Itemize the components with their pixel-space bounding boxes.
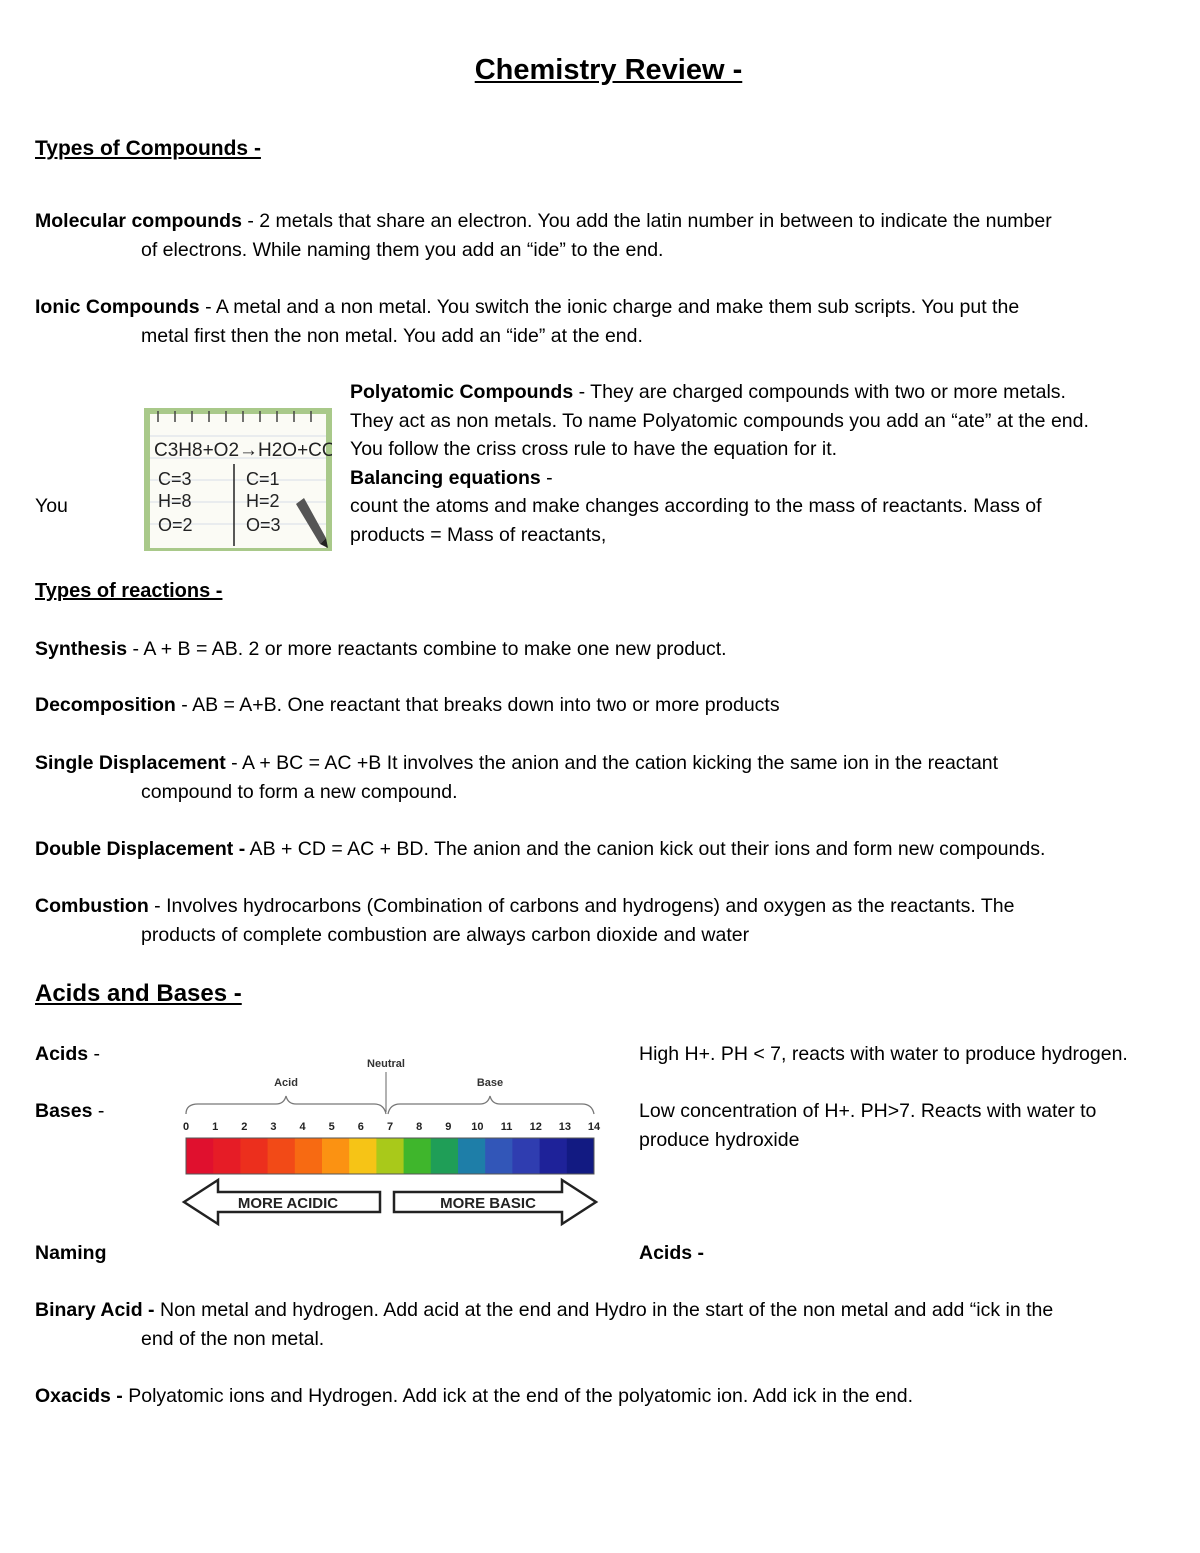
molecular-line1: - 2 metals that share an electron. You add the latin number in between to indicate the number bbox=[241, 210, 1052, 232]
molecular-line2: of electrons. While naming them you add an “ide” to the end. bbox=[141, 238, 664, 261]
bases-line2: produce hydroxide bbox=[639, 1128, 800, 1151]
ph-color-cell bbox=[458, 1138, 486, 1174]
ph-number-3: 3 bbox=[270, 1121, 277, 1133]
section-heading-acids-and-bases: Acids and Bases - bbox=[35, 980, 242, 1007]
ph-acid-brace bbox=[186, 1096, 386, 1114]
more-acidic-arrow bbox=[184, 1180, 380, 1224]
ph-scale-svg bbox=[178, 1050, 602, 1230]
ph-color-cell bbox=[186, 1138, 214, 1174]
ph-color-bar bbox=[186, 1138, 595, 1174]
more-basic-arrow bbox=[394, 1180, 596, 1224]
double-text: AB + CD = AC + BD. The anion and the canion kick out their ions and form new compounds. bbox=[245, 838, 1046, 860]
ph-number-14: 14 bbox=[587, 1121, 601, 1133]
acids-description: High H+. PH < 7, reacts with water to produce hydrogen. bbox=[639, 1043, 1128, 1065]
ph-color-cell bbox=[240, 1138, 268, 1174]
single-line2: compound to form a new compound. bbox=[141, 780, 458, 803]
binary-acid-paragraph bbox=[35, 1296, 1175, 1353]
section-heading-types-of-reactions: Types of reactions - bbox=[35, 580, 223, 602]
ph-number-5: 5 bbox=[328, 1121, 335, 1133]
notebook-equation: C3H8+O2→H2O+CO2 bbox=[154, 440, 332, 461]
polyatomic-line1: - They are charged compounds with two or more metals. bbox=[573, 381, 1066, 403]
ph-acid-label: Acid bbox=[274, 1077, 298, 1089]
more-acidic-label: MORE ACIDIC bbox=[237, 1195, 339, 1212]
ph-numbers bbox=[183, 1121, 601, 1133]
ph-number-7: 7 bbox=[386, 1121, 394, 1133]
notebook-left-c: C=3 bbox=[158, 469, 192, 489]
bases-dash: - bbox=[92, 1100, 105, 1122]
balancing-line2: products = Mass of reactants, bbox=[350, 523, 607, 546]
ph-color-cell bbox=[213, 1138, 241, 1174]
molecular-compounds-paragraph bbox=[35, 207, 1175, 264]
notebook-right-o: O=3 bbox=[246, 515, 281, 535]
notebook-svg bbox=[144, 408, 332, 551]
naming-label bbox=[35, 1239, 107, 1268]
ph-color-cell bbox=[567, 1138, 595, 1174]
ph-number-4: 4 bbox=[299, 1121, 306, 1133]
ph-color-cell bbox=[349, 1138, 377, 1174]
ph-number-1: 1 bbox=[212, 1121, 219, 1133]
binary-line2: end of the non metal. bbox=[141, 1327, 325, 1350]
synthesis-paragraph bbox=[35, 635, 1175, 664]
ionic-line1: - A metal and a non metal. You switch the ionic charge and make them sub scripts. You put the bbox=[199, 296, 1020, 318]
combustion-line2: products of complete combustion are always carbon dioxide and water bbox=[141, 923, 750, 946]
oxacids-text: Polyatomic ions and Hydrogen. Add ick at the end of the polyatomic ion. Add ick in the end. bbox=[122, 1385, 914, 1407]
balancing-suffix: - bbox=[540, 466, 553, 489]
polyatomic-line2: They act as non metals. To name Polyatomic compounds you add an “ate” at the end. bbox=[350, 409, 1089, 432]
term-single-displacement: Single Displacement bbox=[35, 752, 226, 774]
ph-color-cell bbox=[512, 1138, 540, 1174]
bases-label bbox=[35, 1097, 104, 1126]
term-oxacids: Oxacids - bbox=[35, 1385, 123, 1407]
combustion-paragraph bbox=[35, 892, 1175, 949]
acids-label bbox=[35, 1040, 100, 1069]
ph-number-12: 12 bbox=[529, 1121, 542, 1133]
ph-base-brace bbox=[388, 1096, 594, 1114]
term-decomposition: Decomposition bbox=[35, 694, 176, 716]
notebook-left-h: H=8 bbox=[158, 491, 192, 511]
notebook-left-o: O=2 bbox=[158, 515, 193, 535]
term-molecular: Molecular compounds bbox=[35, 210, 242, 232]
ph-color-cell bbox=[295, 1138, 323, 1174]
synthesis-text: - A + B = AB. 2 or more reactants combine to make one new product. bbox=[127, 638, 727, 660]
ph-number-11: 11 bbox=[500, 1121, 513, 1133]
term-combustion: Combustion bbox=[35, 895, 149, 917]
page-title: Chemistry Review - bbox=[474, 54, 743, 86]
single-line1: - A + BC = AC +B It involves the anion and the cation kicking the same ion in the reactant bbox=[225, 752, 999, 774]
ph-number-6: 6 bbox=[357, 1121, 364, 1133]
single-displacement-paragraph bbox=[35, 749, 1175, 806]
ph-color-cell bbox=[268, 1138, 296, 1174]
notebook-right-c: C=1 bbox=[246, 469, 280, 489]
bases-term: Bases bbox=[35, 1100, 93, 1122]
term-polyatomic: Polyatomic Compounds bbox=[350, 381, 574, 403]
ph-number-13: 13 bbox=[558, 1121, 571, 1133]
naming-acids-term: Acids - bbox=[639, 1242, 705, 1264]
balancing-line1: count the atoms and make changes according to the mass of reactants. Mass of bbox=[350, 495, 1042, 517]
ph-color-cell bbox=[404, 1138, 432, 1174]
double-displacement-paragraph bbox=[35, 835, 1175, 864]
notebook-right-h: H=2 bbox=[246, 491, 280, 511]
ph-number-9: 9 bbox=[445, 1121, 452, 1133]
acids-term: Acids bbox=[35, 1043, 89, 1065]
more-basic-label: MORE BASIC bbox=[440, 1195, 536, 1212]
ph-color-cell bbox=[540, 1138, 568, 1174]
ph-number-8: 8 bbox=[416, 1121, 423, 1133]
binary-line1: Non metal and hydrogen. Add acid at the end and Hydro in the start of the non metal and add “ick in the bbox=[154, 1299, 1054, 1321]
term-double-displacement: Double Displacement - bbox=[35, 838, 246, 860]
ph-color-cell bbox=[431, 1138, 459, 1174]
oxacids-paragraph bbox=[35, 1382, 1175, 1411]
ph-number-2: 2 bbox=[241, 1121, 248, 1133]
ph-color-cell bbox=[376, 1138, 404, 1174]
decomposition-paragraph bbox=[35, 691, 1175, 720]
decomposition-text: - AB = A+B. One reactant that breaks down into two or more products bbox=[175, 694, 780, 716]
ph-scale-image bbox=[178, 1050, 602, 1230]
combustion-line1: - Involves hydrocarbons (Combination of carbons and hydrogens) and oxygen as the reactants. The bbox=[148, 895, 1015, 917]
term-binary-acid: Binary Acid - bbox=[35, 1299, 155, 1321]
ph-neutral-label: Neutral bbox=[367, 1058, 405, 1070]
ionic-compounds-paragraph bbox=[35, 293, 1175, 350]
term-synthesis: Synthesis bbox=[35, 638, 128, 660]
ph-number-0: 0 bbox=[182, 1121, 190, 1133]
term-ionic: Ionic Compounds bbox=[35, 296, 200, 318]
bases-line1: Low concentration of H+. PH>7. Reacts with water to bbox=[639, 1100, 1097, 1122]
term-balancing: Balancing equations bbox=[350, 466, 541, 489]
notebook-equation-image bbox=[144, 408, 332, 551]
ionic-line2: metal first then the non metal. You add an “ide” at the end. bbox=[141, 324, 643, 347]
ph-color-cell bbox=[322, 1138, 350, 1174]
polyatomic-paragraph bbox=[350, 378, 1180, 549]
balancing-you-word: You bbox=[35, 495, 68, 517]
polyatomic-line3: You follow the criss cross rule to have the equation for it. bbox=[350, 438, 838, 460]
acids-dash: - bbox=[88, 1043, 101, 1065]
section-heading-types-of-compounds: Types of Compounds - bbox=[35, 137, 261, 160]
ph-base-label: Base bbox=[476, 1077, 504, 1089]
bases-description bbox=[639, 1097, 1189, 1154]
ph-color-cell bbox=[485, 1138, 513, 1174]
naming-term: Naming bbox=[35, 1242, 107, 1264]
ph-number-10: 10 bbox=[471, 1121, 484, 1133]
naming-acids-label bbox=[639, 1239, 704, 1268]
